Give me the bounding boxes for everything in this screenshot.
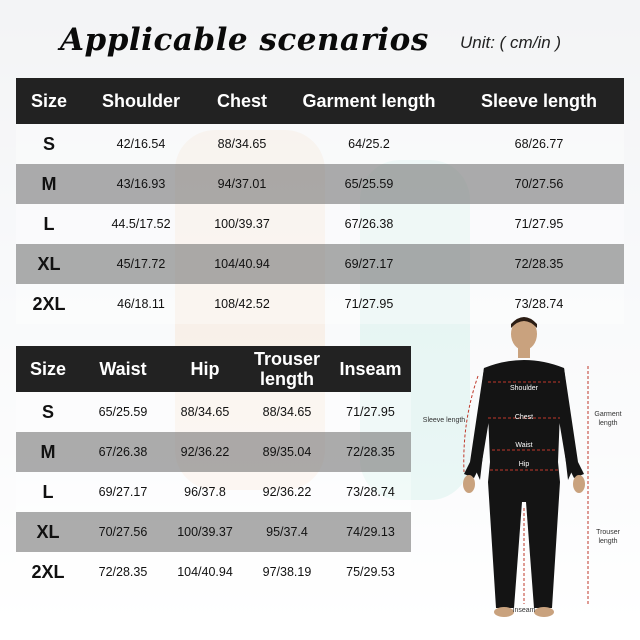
top-table-value-cell: 67/26.38 — [284, 204, 454, 244]
top-table-size-cell: XL — [16, 244, 82, 284]
bottom-table-row — [16, 432, 411, 472]
top-table-value-cell: 44.5/17.52 — [82, 204, 200, 244]
bottom-table-value-cell: 92/36.22 — [244, 472, 330, 512]
top-table-value-cell: 72/28.35 — [454, 244, 624, 284]
top-table-row — [16, 204, 624, 244]
bottom-table-value-cell: 65/25.59 — [80, 392, 166, 432]
bottom-table-value-cell: 74/29.13 — [330, 512, 411, 552]
bottom-table-header-cell: Size — [16, 346, 80, 392]
bottom-table-size-cell: XL — [16, 512, 80, 552]
top-table-value-cell: 42/16.54 — [82, 124, 200, 164]
bottom-table-value-cell: 75/29.53 — [330, 552, 411, 592]
bottom-table-value-cell: 70/27.56 — [80, 512, 166, 552]
top-table-row — [16, 124, 624, 164]
bottom-table-header-cell: Inseam — [330, 346, 411, 392]
top-table-row — [16, 244, 624, 284]
bottom-table-value-cell: 72/28.35 — [330, 432, 411, 472]
top-table-size-cell: L — [16, 204, 82, 244]
top-table-value-cell: 46/18.11 — [82, 284, 200, 324]
bottom-table-value-cell: 100/39.37 — [166, 512, 244, 552]
bottom-table-value-cell: 96/37.8 — [166, 472, 244, 512]
bottom-table-header — [16, 346, 411, 392]
unit-label: Unit: ( cm/in ) — [460, 33, 562, 52]
page-title: Applicable scenarios — [60, 22, 429, 58]
top-table-row — [16, 164, 624, 204]
bottom-table-row — [16, 472, 411, 512]
measurement-figure — [418, 312, 640, 640]
top-table-header-cell: Shoulder — [82, 78, 200, 124]
top-table-header-cell: Size — [16, 78, 82, 124]
top-table-header-cell: Sleeve length — [454, 78, 624, 124]
top-table-value-cell: 71/27.95 — [454, 204, 624, 244]
top-table-value-cell: 108/42.52 — [200, 284, 284, 324]
waist-label: Waist — [515, 442, 533, 449]
bottom-table-size-cell: 2XL — [16, 552, 80, 592]
top-table-size-cell: 2XL — [16, 284, 82, 324]
bottom-table-header-cell: Trouser length — [244, 346, 330, 392]
top-table-value-cell: 69/27.17 — [284, 244, 454, 284]
top-table-value-cell: 94/37.01 — [200, 164, 284, 204]
hip-label: Hip — [518, 461, 530, 468]
bottom-table-value-cell: 73/28.74 — [330, 472, 411, 512]
inseam-label: Inseam — [512, 607, 536, 614]
top-table-header-cell: Garment length — [284, 78, 454, 124]
bottom-table-value-cell: 95/37.4 — [244, 512, 330, 552]
model-illustration — [418, 312, 640, 640]
trouser-length-label: Trouser length — [596, 529, 620, 545]
bottom-table-value-cell: 71/27.95 — [330, 392, 411, 432]
top-table-size-cell: S — [16, 124, 82, 164]
bottom-table-value-cell: 88/34.65 — [166, 392, 244, 432]
top-table-value-cell: 68/26.77 — [454, 124, 624, 164]
top-table-value-cell: 73/28.74 — [454, 284, 624, 324]
bottom-table-value-cell: 67/26.38 — [80, 432, 166, 472]
bottom-table-row — [16, 552, 411, 592]
bottom-table-value-cell: 97/38.19 — [244, 552, 330, 592]
bottom-table-value-cell: 89/35.04 — [244, 432, 330, 472]
top-table-header-cell: Chest — [200, 78, 284, 124]
bottom-table-size-cell: M — [16, 432, 80, 472]
top-table-value-cell: 65/25.59 — [284, 164, 454, 204]
chest-label: Chest — [514, 414, 534, 421]
top-table-value-cell: 43/16.93 — [82, 164, 200, 204]
bottom-table-row — [16, 392, 411, 432]
top-size-table — [16, 78, 624, 324]
bottom-table-value-cell: 69/27.17 — [80, 472, 166, 512]
bottom-table-header-cell: Waist — [80, 346, 166, 392]
bottom-table-row — [16, 512, 411, 552]
bottom-table-size-cell: S — [16, 392, 80, 432]
top-table-value-cell: 100/39.37 — [200, 204, 284, 244]
bottom-table-value-cell: 104/40.94 — [166, 552, 244, 592]
bottom-size-table — [16, 346, 411, 592]
top-table-value-cell: 45/17.72 — [82, 244, 200, 284]
bottom-table-size-cell: L — [16, 472, 80, 512]
top-table-value-cell: 88/34.65 — [200, 124, 284, 164]
bottom-table-value-cell: 88/34.65 — [244, 392, 330, 432]
bottom-table-value-cell: 72/28.35 — [80, 552, 166, 592]
top-table-value-cell: 64/25.2 — [284, 124, 454, 164]
bottom-table-header-cell: Hip — [166, 346, 244, 392]
top-table-value-cell: 71/27.95 — [284, 284, 454, 324]
top-table-value-cell: 104/40.94 — [200, 244, 284, 284]
sleeve-length-label: Sleeve length — [422, 417, 466, 424]
bottom-table-value-cell: 92/36.22 — [166, 432, 244, 472]
top-table-header — [16, 78, 624, 124]
top-table-size-cell: M — [16, 164, 82, 204]
garment-length-label: Garment length — [594, 411, 622, 427]
top-table-value-cell: 70/27.56 — [454, 164, 624, 204]
shoulder-label: Shoulder — [509, 385, 539, 392]
